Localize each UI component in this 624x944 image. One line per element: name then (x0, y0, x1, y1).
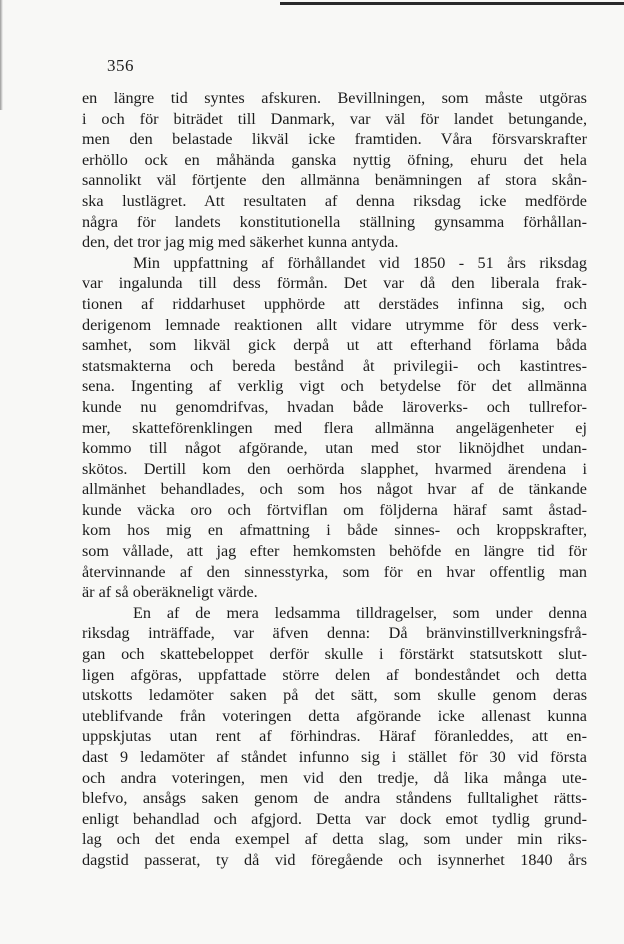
text-line: i och för biträdet till Danmark, var väl för landet betungande, (82, 109, 587, 128)
body-text (82, 88, 587, 871)
text-line: tionen af riddarhuset upphörde att derstädes infinna sig, och (82, 294, 587, 313)
text-line: sannolikt väl förtjente den allmänna benämningen af stora skån- (82, 171, 587, 190)
text-line: var ingalunda till dess förmån. Det var då den liberala frak- (82, 274, 587, 293)
text-line: enligt behandlad och afgjord. Detta var dock emot tydlig grund- (82, 809, 587, 828)
text-line: riksdag inträffade, var äfven denna: Då bränvinstillverkningsfrå- (82, 624, 587, 643)
text-line: några för landets konstitutionella ställning gynsamma förhållan- (82, 212, 587, 231)
text-line: statsmakterna och bereda bestånd åt privilegii- och kastintres- (82, 356, 587, 375)
text-line: lag och det enda exempel af detta slag, som under min riks- (82, 830, 587, 849)
binding-shadow (0, 0, 3, 110)
text-line: kom hos mig en afmattning i både sinnes- och kroppskrafter, (82, 521, 587, 540)
text-line: dagstid passerat, ty då vid föregående och isynnerhet 1840 års (82, 850, 587, 869)
text-line: allmänhet behandlades, och som hos något hvar af de tänkande (82, 480, 587, 499)
text-line: dast 9 ledamöter af ståndet infunno sig i stället för 30 vid första (82, 748, 587, 766)
text-line: ska lustlägret. Att resultaten af denna riksdag icke medförde (82, 191, 587, 210)
text-line: utskotts ledamöter saken på det sätt, som skulle genom deras (82, 686, 587, 705)
text-line: derigenom lemnade reaktionen allt vidare utrymme för dess verk- (82, 315, 587, 334)
text-line: är af så oberäkneligt värde. (82, 583, 258, 602)
text-line: Min uppfattning af förhållandet vid 1850 - 51 års riksdag (133, 253, 587, 272)
text-line: skötos. Dertill kom den oerhörda slapphet, hvarmed ärendena i (82, 459, 587, 478)
page-number: 356 (107, 56, 134, 75)
text-line: men den belastade likväl icke framtiden. Våra försvarskrafter (82, 130, 587, 149)
text-line: En af de mera ledsamma tilldragelser, som under denna (133, 603, 587, 622)
text-line: och andra voteringen, men vid den tredje, då lika många ute- (82, 768, 587, 787)
text-line: kunde väcka oro och förtviflan om följderna häraf samt åstad- (82, 500, 587, 519)
text-line: kunde nu genomdrifvas, hvadan både läroverks- och tullrefor- (82, 397, 587, 416)
text-line: som vållade, att jag efter hemkomsten behöfde en längre tid för (82, 542, 587, 561)
text-line: återvinnande af den sinnesstyrka, som för en hvar offentlig man (82, 562, 587, 581)
text-line: mer, skatteförenklingen med flera allmänna angelägenheter ej (82, 418, 587, 437)
text-line: gan och skattebeloppet derför skulle i förstärkt statsutskott slut- (82, 645, 587, 664)
text-line: uppskjutas utan rent af förhindras. Häraf föranleddes, att en- (82, 727, 587, 746)
text-line: kommo till något afgörande, utan med stor liknöjdhet undan- (82, 439, 587, 458)
text-line: sena. Ingenting af verklig vigt och betydelse för det allmänna (82, 377, 587, 396)
text-line: den, det tror jag mig med säkerhet kunna antyda. (82, 233, 399, 252)
text-line: ligen afgöras, uppfattade större delen af bondeståndet och detta (82, 665, 587, 684)
text-line: samhet, som likväl gick derpå ut att efterhand förlama båda (82, 336, 587, 355)
top-edge-rule (280, 2, 624, 5)
text-line: blefvo, ansågs saken genom de andra ståndens fulltalighet rätts- (82, 789, 587, 808)
text-line: uteblifvande från voteringen detta afgörande icke allenast kunna (82, 706, 587, 725)
text-line: erhöllo ock en måhända ganska nyttig öfning, ehuru det hela (82, 150, 587, 169)
text-line: en längre tid syntes afskuren. Bevillningen, som måste utgöras (82, 89, 587, 107)
